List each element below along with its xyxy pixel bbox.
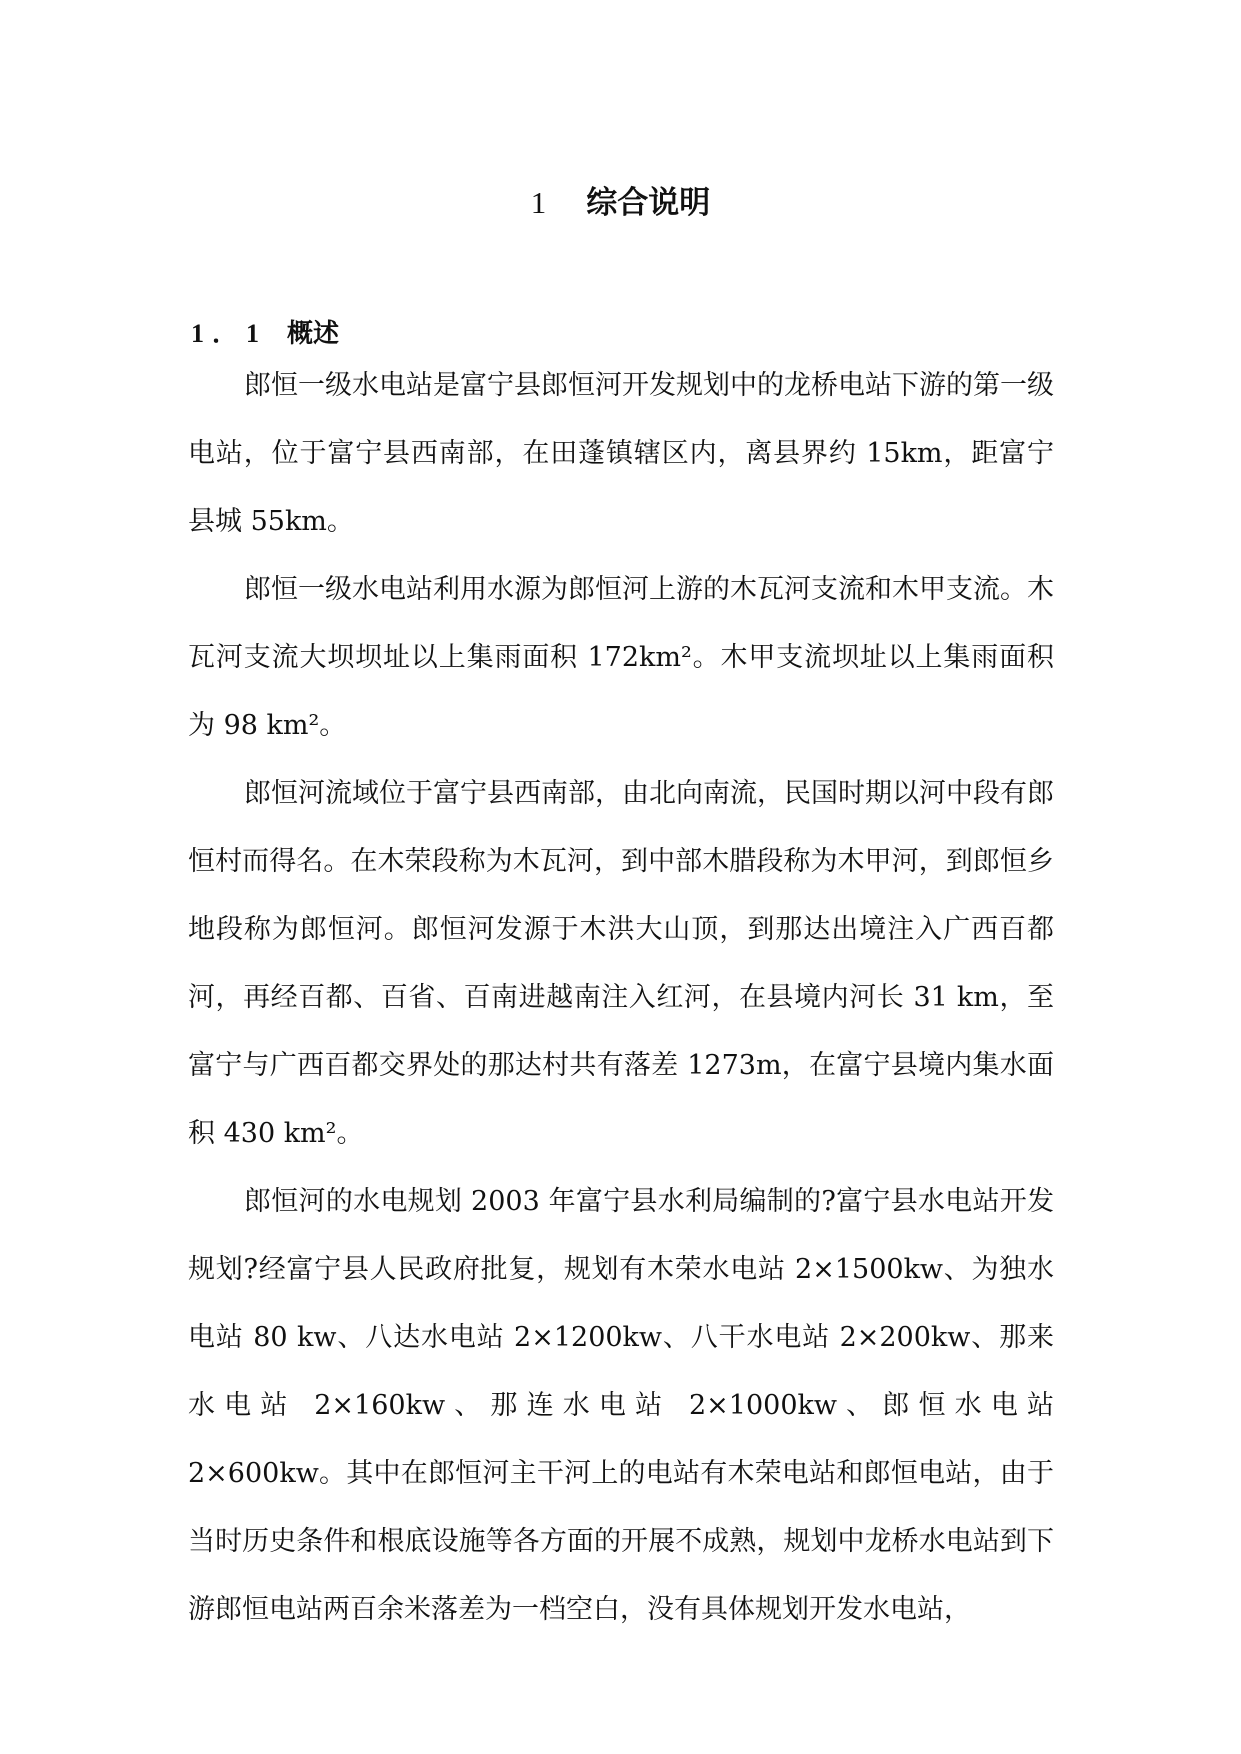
chapter-title-text: 综合说明	[586, 184, 711, 221]
body-text	[188, 352, 1054, 1644]
paragraph-3: 郎恒河流域位于富宁县西南部，由北向南流，民国时期以河中段有郎恒村而得名。在木荣段称为木瓦河，到中部木腊段称为木甲河，到郎恒乡地段称为郎恒河。郎恒河发源于木洪大山顶，到那达出境注入广西百都河，再经百都、百省、百南进越南注入红河，在县境内河长 31 km，至富宁与广西百都交界处的那达村共有落差 1273m，在富宁县境内集水面积 430 km²。	[188, 778, 1054, 1149]
section-title: 概述	[287, 318, 340, 349]
paragraph-1: 郎恒一级水电站是富宁县郎恒河开发规划中的龙桥电站下游的第一级电站，位于富宁县西南部，在田蓬镇辖区内，离县界约 15km，距富宁县城 55km。	[188, 370, 1054, 537]
section-heading	[191, 314, 339, 354]
chapter-number: 1	[530, 184, 547, 220]
paragraph-4: 郎恒河的水电规划 2003 年富宁县水利局编制的?富宁县水电站开发规划?经富宁县人民政府批复，规划有木荣水电站 2×1500kw、为独水电站 80 kw、八达水电站 2×1200kw、八干水电站 2×200kw、那来水电站 2×160kw、那连水电站 2×1000kw、郎恒水电站 2×600kw。其中在郎恒河主干河上的电站有木荣电站和郎恒电站，由于当时历史条件和根底设施等各方面的开展不成熟，规划中龙桥水电站到下游郎恒电站两百余米落差为一档空白，没有具体规划开发水电站，	[188, 1186, 1054, 1625]
paragraph-2: 郎恒一级水电站利用水源为郎恒河上游的木瓦河支流和木甲支流。木瓦河支流大坝坝址以上集雨面积 172km²。木甲支流坝址以上集雨面积为 98 km²。	[188, 574, 1054, 741]
chapter-title	[0, 181, 1241, 225]
section-number: 1．1	[191, 318, 268, 348]
